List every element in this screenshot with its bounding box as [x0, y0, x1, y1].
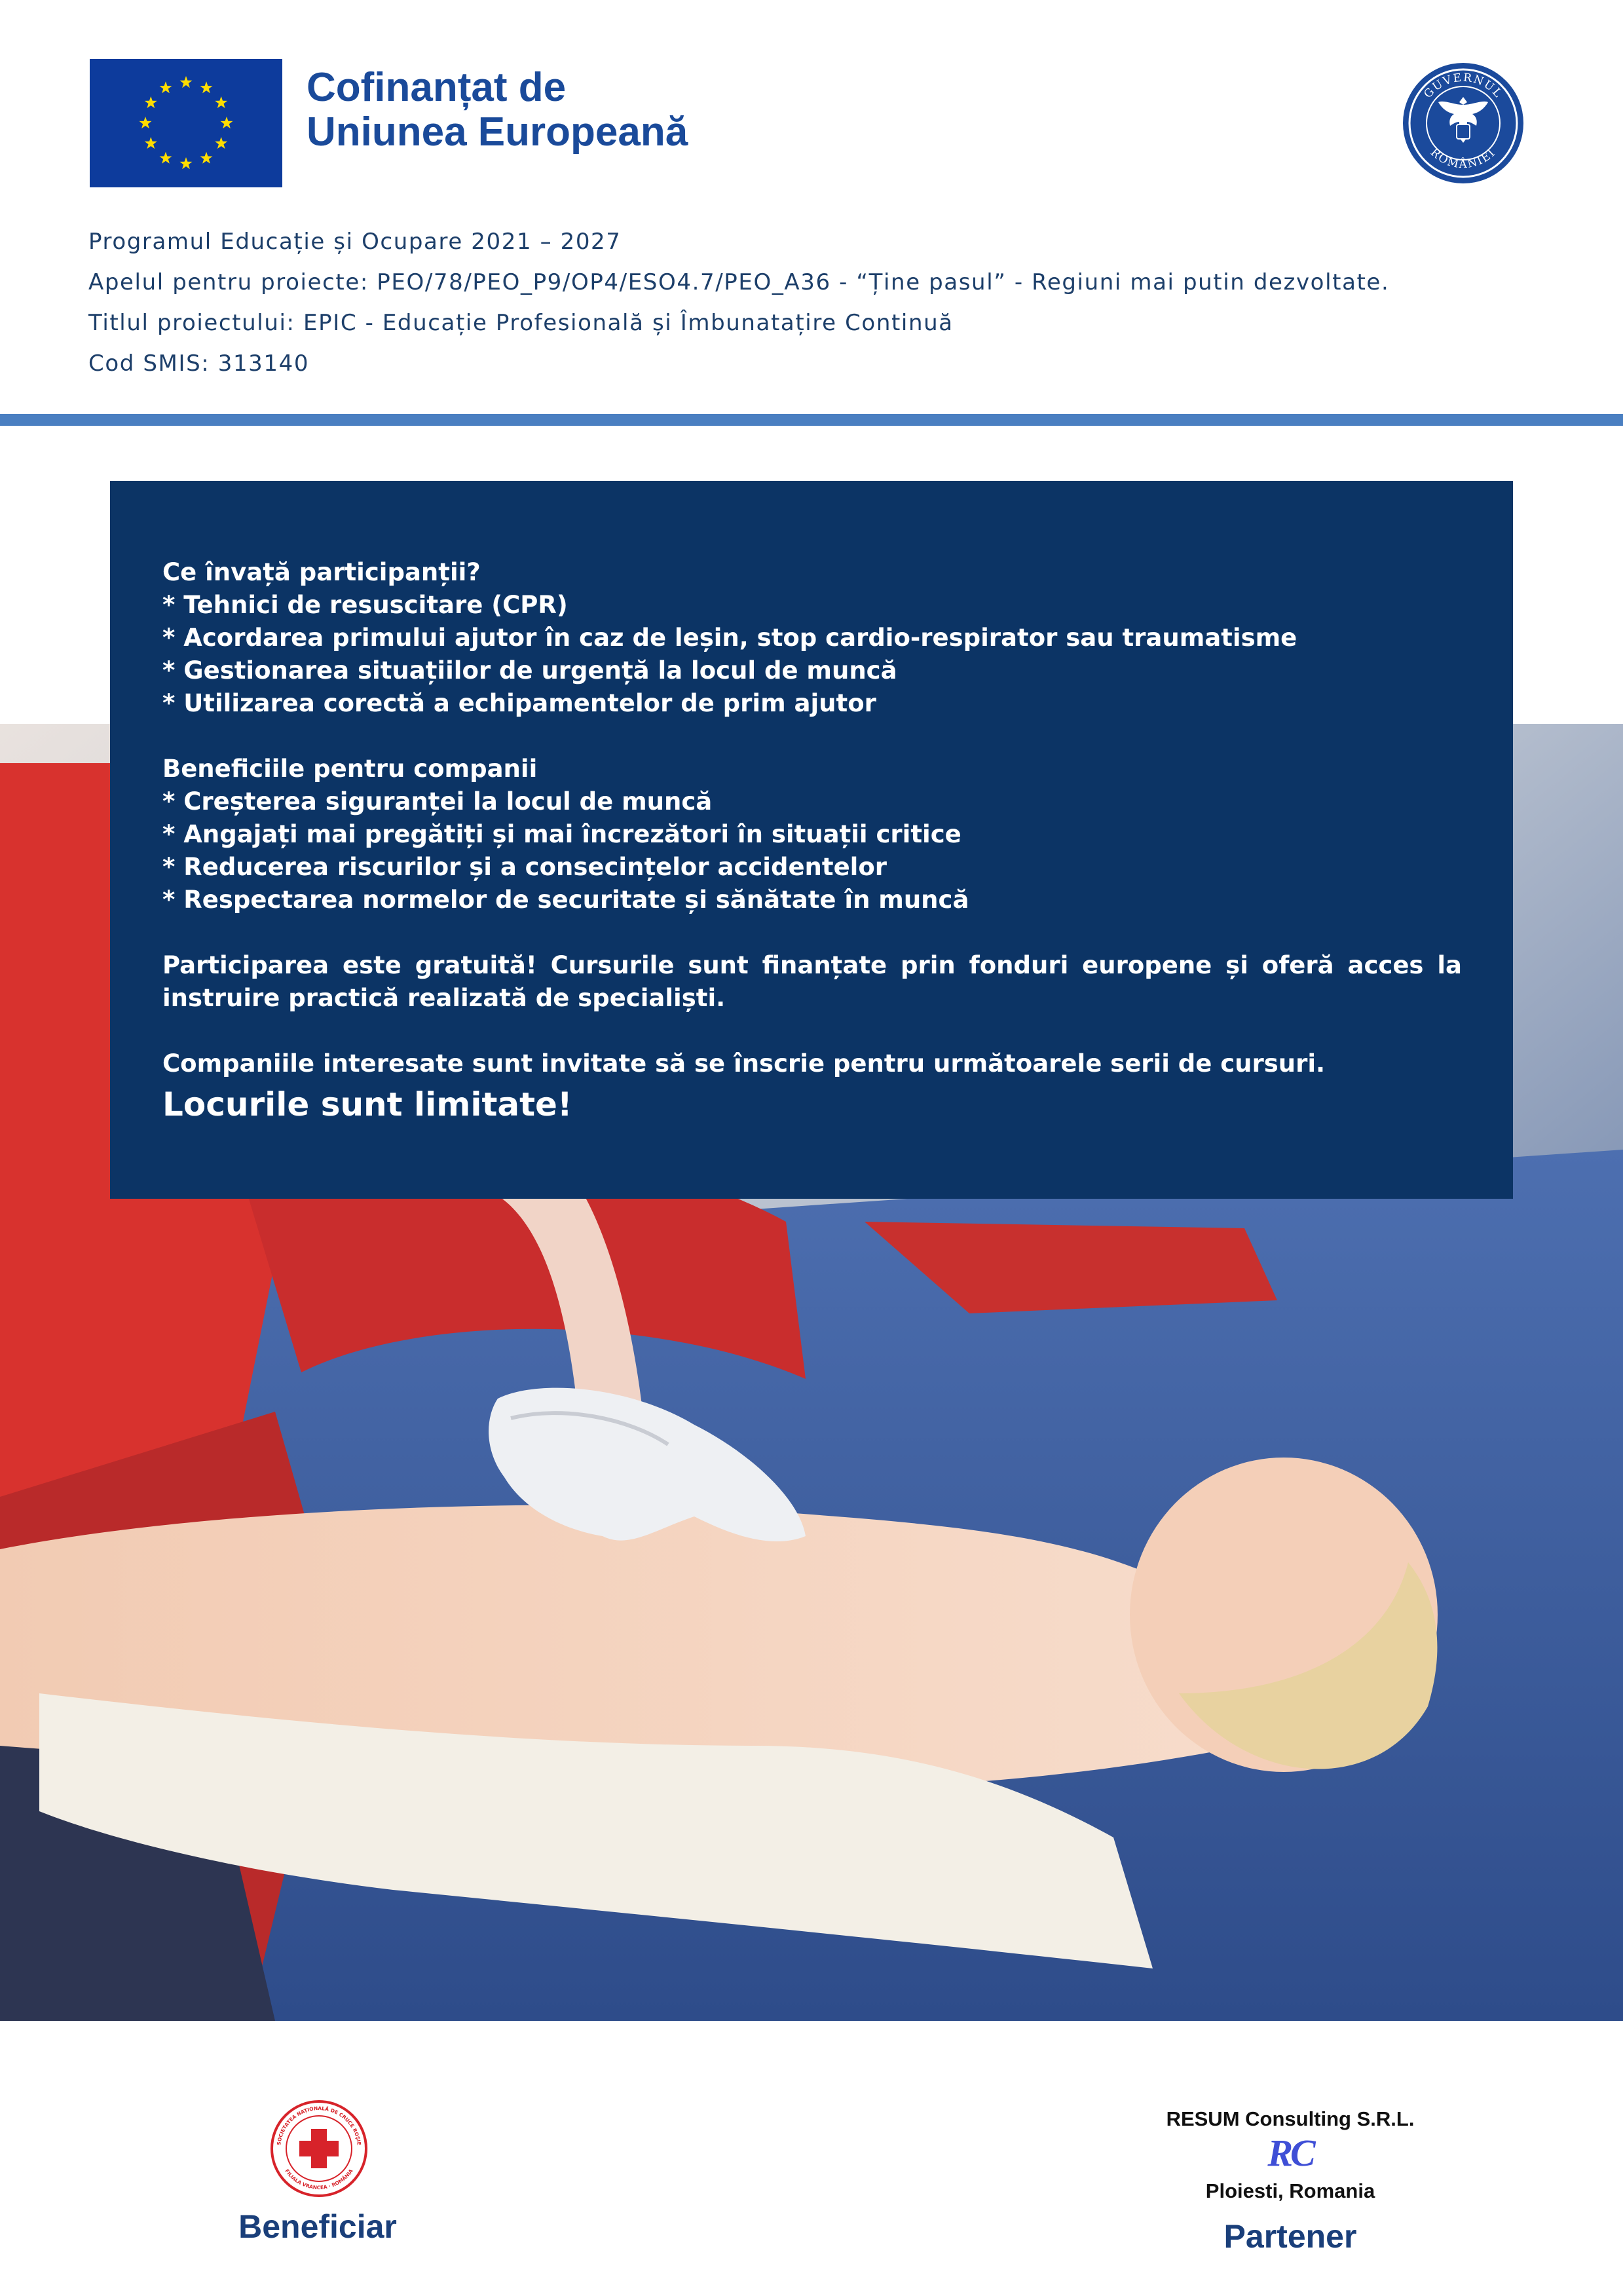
- header-divider: [0, 414, 1623, 426]
- eu-title-line-1: Cofinanțat de: [307, 65, 567, 110]
- svg-text:ROMÂNIEI: ROMÂNIEI: [1428, 145, 1499, 172]
- learn-item: * Gestionarea situațiilor de urgență la locul de muncă: [162, 656, 897, 685]
- partner-label: Partener: [1223, 2218, 1357, 2255]
- partner-logo: [1127, 2106, 1454, 2206]
- partner-monogram: RC: [1267, 2132, 1313, 2174]
- eu-title-line-2: Uniunea Europeană: [307, 109, 688, 155]
- eu-stars-icon: [90, 59, 282, 187]
- benefit-item: * Respectarea normelor de securitate și sănătate în muncă: [162, 886, 969, 914]
- course-info-panel: [110, 481, 1513, 1199]
- learn-item: * Acordarea primului ajutor în caz de leșin, stop cardio-respirator sau traumatisme: [162, 624, 1297, 652]
- eu-flag-icon: [90, 59, 282, 187]
- svg-text:GUVERNUL: GUVERNUL: [1421, 71, 1505, 102]
- program-info: [88, 221, 1389, 384]
- eu-cofinance-title: [307, 66, 688, 155]
- limited-seats-text: Locurile sunt limitate!: [162, 1085, 572, 1123]
- learn-item: * Utilizarea corectă a echipamentelor de prim ajutor: [162, 689, 876, 717]
- benefit-item: * Creșterea siguranței la locul de muncă: [162, 787, 713, 816]
- romanian-government-emblem: [1402, 62, 1525, 185]
- benefit-item: * Reducerea riscurilor și a consecințelor accidentelor: [162, 853, 887, 881]
- beneficiary-label: Beneficiar: [238, 2208, 397, 2245]
- program-line: Programul Educație și Ocupare 2021 – 2027: [88, 229, 622, 255]
- svg-text:SOCIETATEA NAȚIONALĂ DE CRUCE: SOCIETATEA NAȚIONALĂ DE CRUCE ROȘIE: [276, 2105, 362, 2146]
- benefit-item: * Angajați mai pregătiți și mai încrezători în situații critice: [162, 820, 961, 848]
- free-participation-text: Participarea este gratuită! Cursurile sunt finanțate prin fonduri europene și oferă acces la instruire practică realizată de specialiști.: [162, 951, 1462, 1012]
- smis-code-line: Cod SMIS: 313140: [88, 350, 310, 377]
- project-title-line: Titlul proiectului: EPIC - Educație Profesională și Îmbunatațire Continuă: [88, 310, 954, 336]
- svg-text:FILIALA VRANCEA · ROMÂNIA: FILIALA VRANCEA · ROMÂNIA: [284, 2168, 354, 2191]
- call-line: Apelul pentru proiecte: PEO/78/PEO_P9/OP4/ESO4.7/PEO_A36 - “Ține pasul” - Regiuni mai putin dezvoltate.: [88, 269, 1390, 295]
- red-cross-icon: [270, 2099, 368, 2198]
- partner-name: RESUM Consulting S.R.L.: [1166, 2107, 1415, 2130]
- learn-section-title: Ce învață participanții?: [162, 558, 481, 586]
- benefits-section-title: Beneficiile pentru companii: [162, 755, 538, 783]
- partner-city: Ploiesti, Romania: [1205, 2179, 1375, 2202]
- learn-item: * Tehnici de resuscitare (CPR): [162, 591, 568, 619]
- invitation-text: Companiile interesate sunt invitate să se înscrie pentru următoarele serii de cursuri.: [162, 1049, 1326, 1078]
